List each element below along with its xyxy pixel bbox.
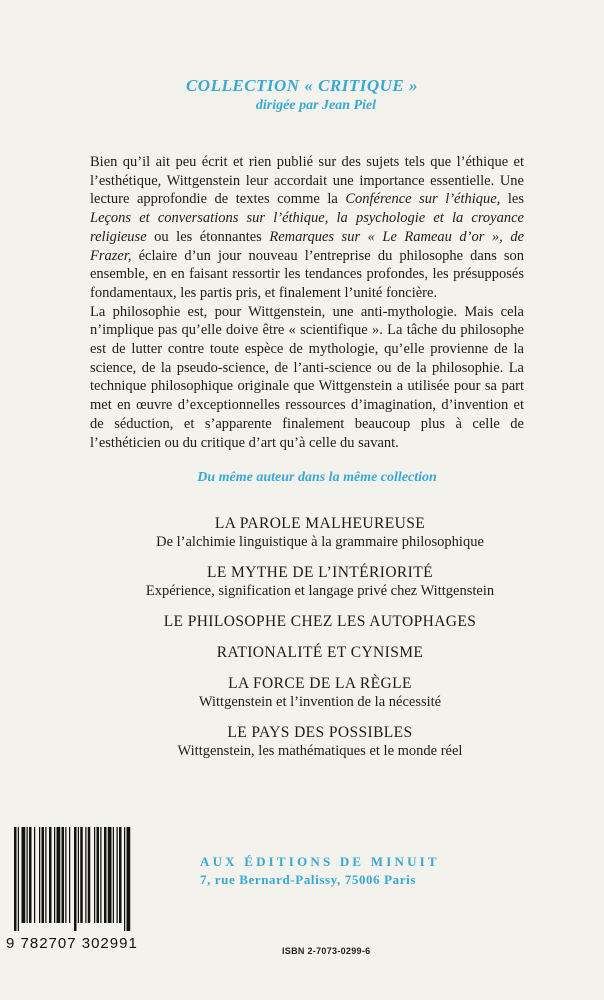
barcode <box>10 827 180 931</box>
book-entry <box>36 514 604 551</box>
barcode-bar <box>124 827 125 931</box>
publisher-name: AUX ÉDITIONS DE MINUIT <box>200 854 440 869</box>
barcode-number: 9 782707 302991 <box>6 935 138 952</box>
barcode-bar <box>78 827 79 923</box>
barcode-bar <box>34 827 35 923</box>
barcode-bar <box>14 827 17 931</box>
barcode-bar <box>65 827 66 923</box>
barcode-bar <box>54 827 55 923</box>
publisher-address: 7, rue Bernard-Palissy, 75006 Paris <box>200 872 416 887</box>
barcode-bar <box>88 827 91 923</box>
barcode-bar <box>57 827 61 923</box>
barcode-bar <box>119 827 122 923</box>
book-title: LA PAROLE MALHEUREUSE <box>214 515 426 532</box>
barcode-bar <box>27 827 28 923</box>
barcode-bar <box>85 827 86 923</box>
book-entry <box>36 612 604 631</box>
barcode-bar <box>127 827 131 931</box>
isbn: ISBN 2-7073-0299-6 <box>282 946 371 956</box>
book-entry <box>36 563 604 600</box>
book-title: LE PHILOSOPHE CHEZ LES AUTOPHAGES <box>163 613 477 630</box>
barcode-bar <box>108 827 112 923</box>
blurb-text: éclaire d’un jour nouveau l’entreprise du philosophe dans son ensemble, en en faisant ressortir les tendances profondes, les présupposés fondamentaux, les partis pris, et finalement l’unité foncière. <box>90 247 524 301</box>
italic-title: Remarques sur « Le Rameau d’or », de Frazer, <box>90 228 525 264</box>
blurb-paragraph-1 <box>90 153 524 303</box>
barcode-bar <box>39 827 40 923</box>
book-subtitle: De l’alchimie linguistique à la grammaire philosophique <box>156 534 484 550</box>
barcode-bar <box>22 827 26 923</box>
barcode-bar <box>113 827 114 923</box>
barcode-bar <box>45 827 46 923</box>
barcode-bar <box>69 827 70 923</box>
blurb <box>90 153 524 452</box>
barcode-bar <box>62 827 65 923</box>
barcode-bar <box>29 827 32 923</box>
blurb-text: ou les étonnantes <box>146 228 270 245</box>
blurb-text: les <box>500 191 524 208</box>
book-entry <box>36 723 604 760</box>
book-subtitle: Wittgenstein, les mathématiques et le monde réel <box>177 743 463 759</box>
collection-director: dirigée par Jean Piel <box>255 98 377 113</box>
collection-header <box>0 76 604 114</box>
blurb-text: Bien qu’il ait peu écrit et rien publié sur des sujets tels que l’éthique et l’esthétique, Wittgenstein leur accordait une importance essentielle. Une lecture approfondie de textes comme la <box>90 154 524 208</box>
barcode-bar <box>97 827 100 923</box>
book-subtitle: Wittgenstein et l’invention de la nécessité <box>198 694 442 710</box>
publisher-block <box>200 854 450 888</box>
barcode-bar <box>18 827 19 931</box>
same-author-heading: Du même auteur dans la même collection <box>197 470 437 485</box>
blurb-paragraph-2: La philosophie est, pour Wittgenstein, une anti-mythologie. Mais cela n’implique pas qu’elle doive être « scientifique ». La tâche du philosophe est de lutter contre toute espèce de mythologie, qu’elle provienne de la science, de la pseudo-science, de l’anti-science ou de la philosophie. La technique philosophique originale que Wittgenstein a utilisée pour sa part met en œuvre d’exceptionnelles ressources d’imagination, d’invention et de séduction, et s’apparente finalement beaucoup plus à celle de l’esthéticien ou du critique d’art qu’à celle du savant. <box>90 303 524 451</box>
barcode-bar <box>117 827 118 923</box>
book-subtitle: Expérience, signification et langage privé chez Wittgenstein <box>145 583 495 599</box>
barcode-bar <box>80 827 83 923</box>
book-entry <box>36 643 604 662</box>
barcode-bar <box>100 827 101 923</box>
book-entry <box>36 674 604 711</box>
book-title: LE PAYS DES POSSIBLES <box>227 724 413 741</box>
barcode-bar <box>42 827 45 923</box>
book-title: LA FORCE DE LA RÈGLE <box>228 675 412 692</box>
barcode-bar <box>94 827 95 923</box>
barcode-bar <box>104 827 107 923</box>
italic-title: Conférence sur l’éthique, <box>345 191 501 208</box>
collection-title: COLLECTION « CRITIQUE » <box>185 76 419 95</box>
barcode-bar <box>74 827 77 931</box>
italic-title: Leçons et conversations sur l’éthique, la psychologie et la croyance religieuse <box>90 210 524 245</box>
book-list <box>0 514 604 772</box>
barcode-bar <box>49 827 52 923</box>
book-title: LE MYTHE DE L’INTÉRIORITÉ <box>207 564 433 581</box>
book-title: RATIONALITÉ ET CYNISME <box>216 644 424 661</box>
